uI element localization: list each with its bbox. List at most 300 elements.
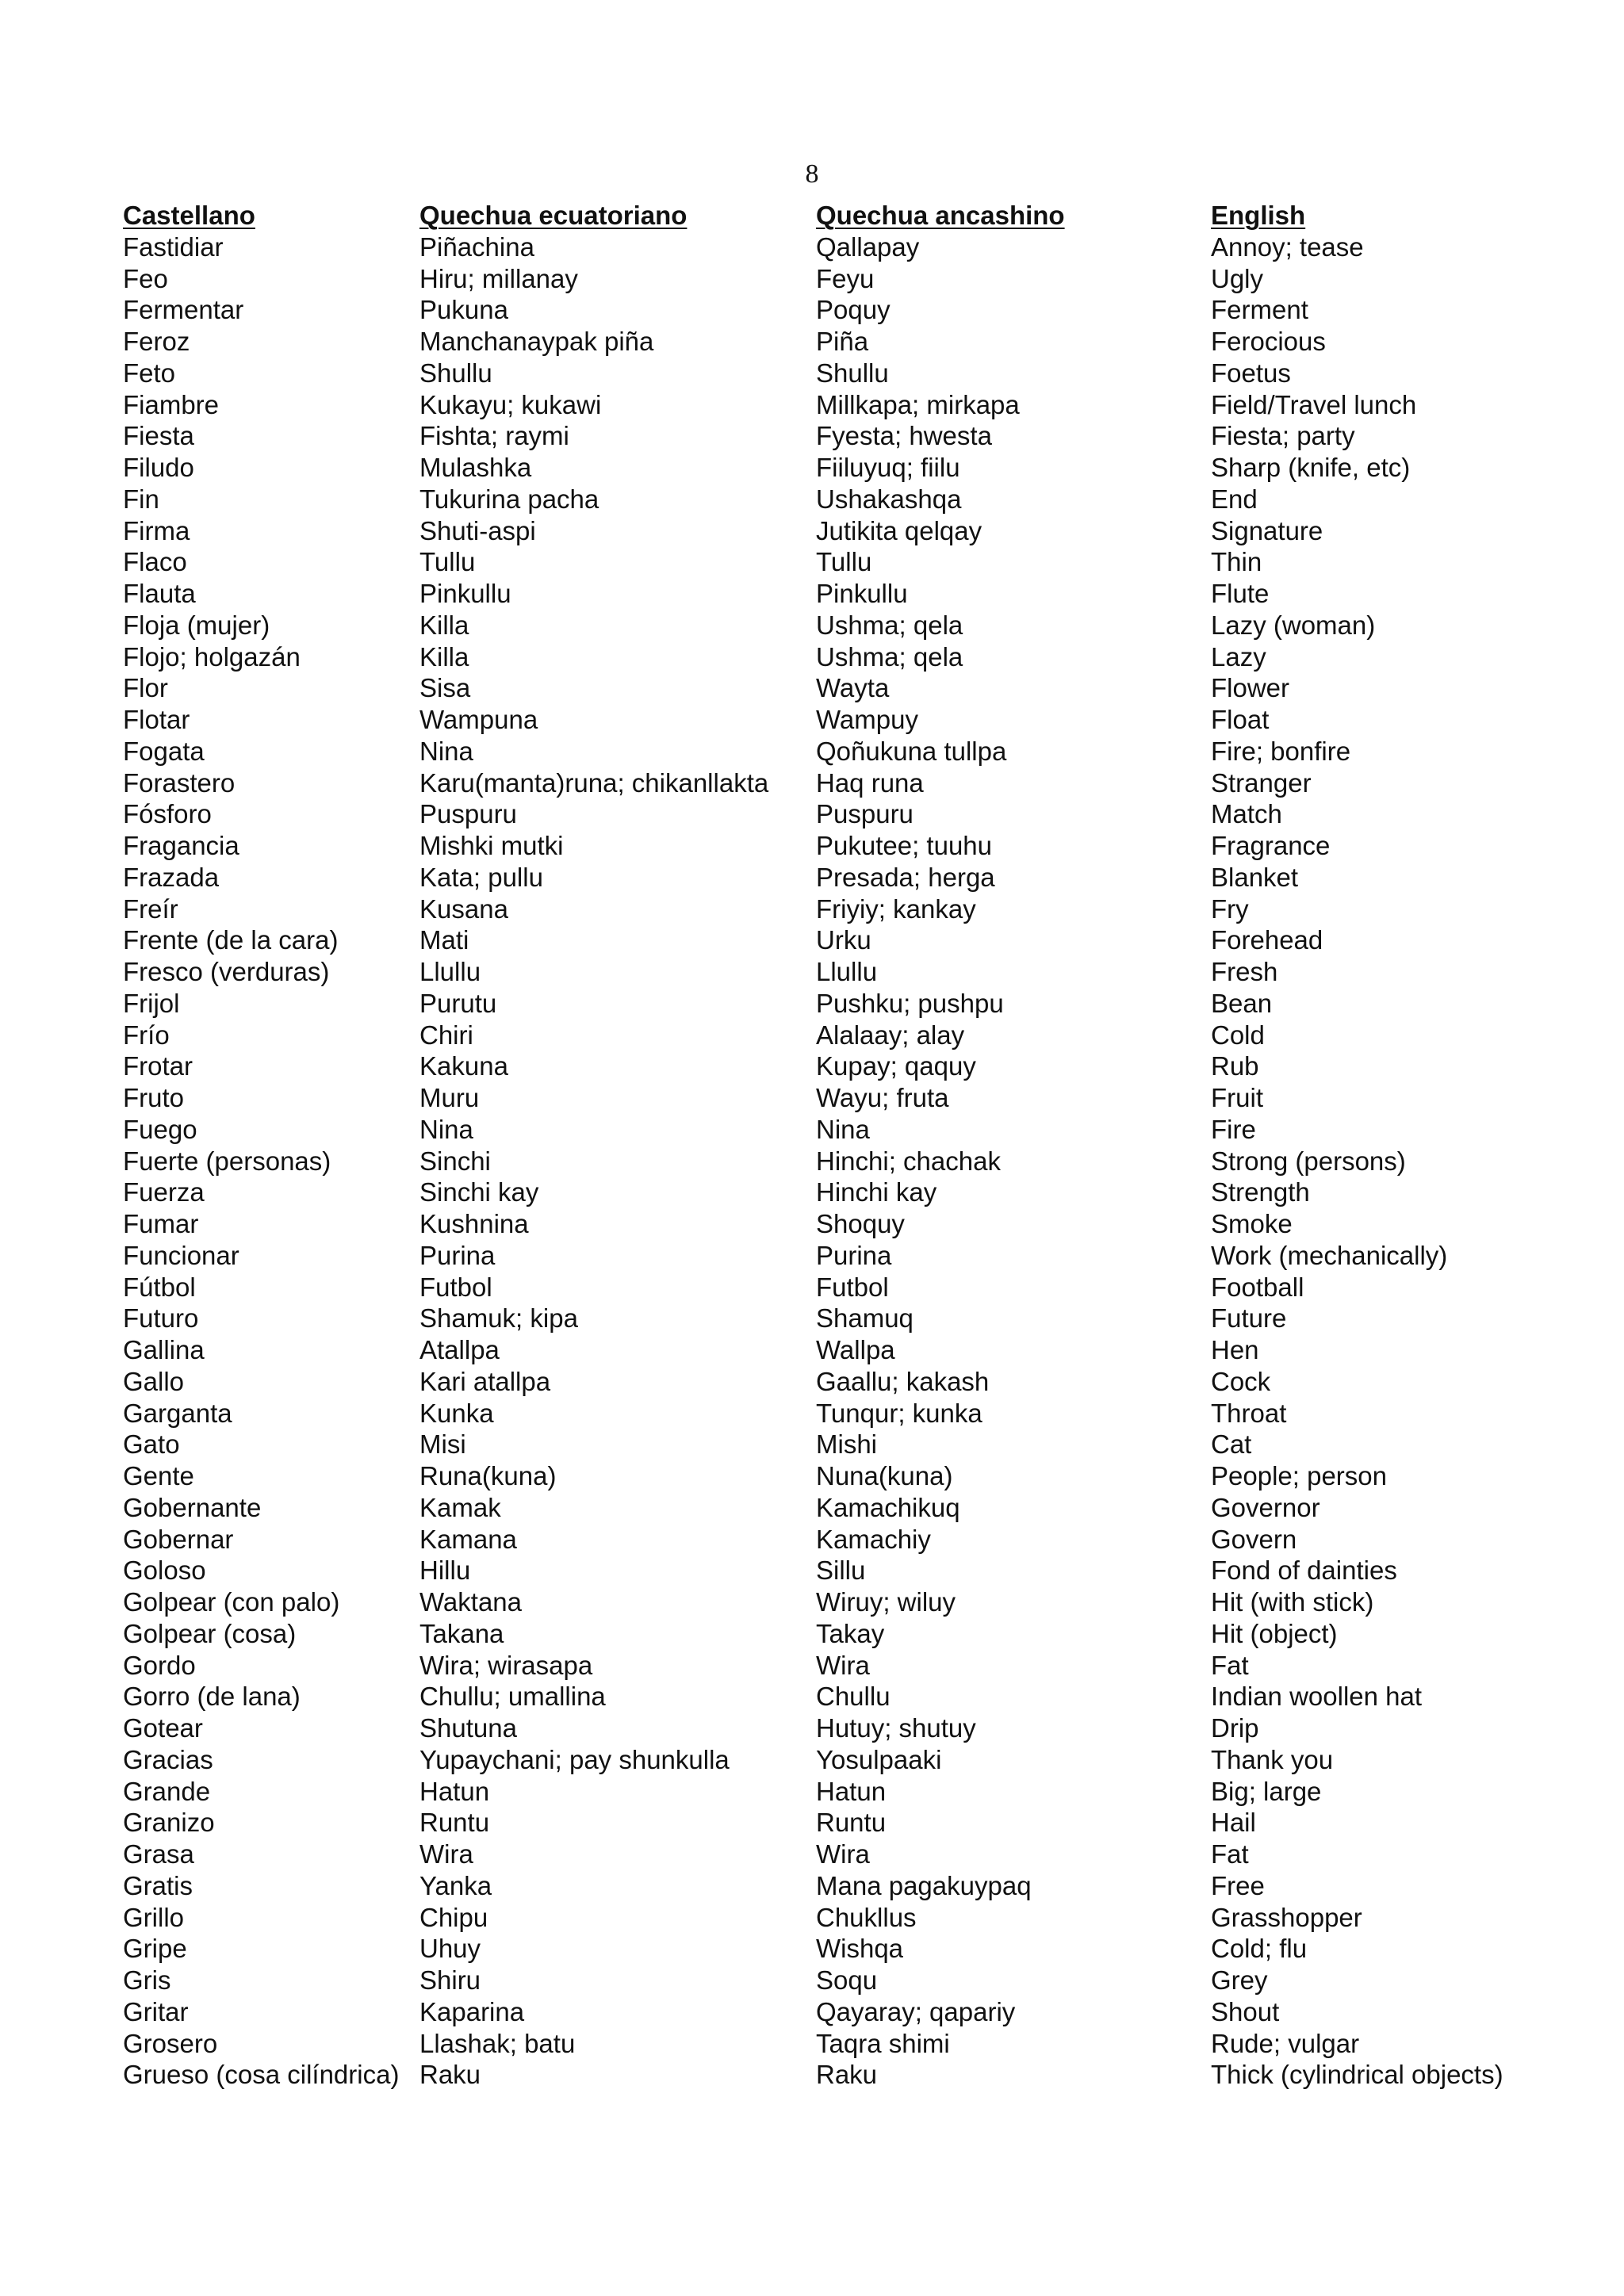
- table-row: [123, 1272, 1614, 1303]
- table-row: [123, 515, 1614, 547]
- cell-english: Bean: [1211, 988, 1273, 1018]
- cell-quechua-ancashino: Mana pagakuypaq: [816, 1870, 1032, 1900]
- cell-castellano: Gracias: [123, 1744, 213, 1774]
- cell-quechua-ecuatoriano: Kushnina: [419, 1209, 529, 1238]
- cell-castellano: Gente: [123, 1461, 194, 1490]
- cell-quechua-ancashino: Wiruy; wiluy: [816, 1587, 956, 1617]
- cell-castellano: Forastero: [123, 767, 236, 798]
- cell-castellano: Frente (de la cara): [123, 925, 339, 955]
- table-row: [123, 956, 1614, 988]
- cell-quechua-ecuatoriano: Atallpa: [419, 1335, 500, 1364]
- cell-quechua-ancashino: Hinchi kay: [816, 1177, 937, 1207]
- cell-quechua-ecuatoriano: Fishta; raymi: [419, 421, 569, 451]
- cell-english: Lazy (woman): [1211, 610, 1376, 640]
- cell-quechua-ancashino: Chullu: [816, 1682, 891, 1712]
- table-row: [123, 1303, 1614, 1334]
- cell-quechua-ecuatoriano: Wira; wirasapa: [419, 1650, 593, 1680]
- header-english: English: [1211, 201, 1306, 230]
- cell-quechua-ancashino: Purina: [816, 1240, 892, 1270]
- cell-castellano: Golpear (con palo): [123, 1587, 340, 1617]
- cell-quechua-ecuatoriano: Kari atallpa: [419, 1366, 551, 1396]
- cell-quechua-ecuatoriano: Piñachina: [419, 232, 534, 262]
- cell-quechua-ecuatoriano: Runtu: [419, 1808, 490, 1838]
- table-row: [123, 1398, 1614, 1429]
- cell-english: Fire: [1211, 1114, 1256, 1144]
- cell-quechua-ancashino: Ushma; qela: [816, 610, 963, 640]
- cell-quechua-ecuatoriano: Uhuy: [419, 1934, 481, 1964]
- table-row: [123, 1996, 1614, 2028]
- cell-castellano: Frotar: [123, 1051, 193, 1081]
- cell-castellano: Fastidiar: [123, 232, 224, 262]
- cell-castellano: Goloso: [123, 1556, 206, 1586]
- cell-quechua-ancashino: Fiiluyuq; fiilu: [816, 453, 960, 482]
- table-row: [123, 1114, 1614, 1146]
- cell-castellano: Gripe: [123, 1934, 187, 1964]
- cell-english: Sharp (knife, etc): [1211, 453, 1411, 482]
- table-row: [123, 1965, 1614, 1996]
- table-row: [123, 1146, 1614, 1177]
- cell-quechua-ecuatoriano: Misi: [419, 1429, 466, 1460]
- cell-castellano: Grueso (cosa cilíndrica): [123, 2060, 400, 2090]
- cell-castellano: Fiesta: [123, 421, 194, 451]
- cell-castellano: Gordo: [123, 1650, 196, 1680]
- cell-quechua-ecuatoriano: Yanka: [419, 1870, 492, 1900]
- cell-quechua-ecuatoriano: Killa: [419, 641, 469, 672]
- table-row: [123, 1208, 1614, 1240]
- cell-quechua-ancashino: Wallpa: [816, 1335, 895, 1364]
- cell-castellano: Fogata: [123, 736, 205, 766]
- cell-quechua-ancashino: Shamuq: [816, 1303, 914, 1334]
- cell-quechua-ancashino: Tullu: [816, 547, 872, 577]
- cell-castellano: Fruto: [123, 1083, 185, 1112]
- table-row: [123, 1807, 1614, 1839]
- cell-quechua-ancashino: Urku: [816, 925, 871, 955]
- cell-english: Thick (cylindrical objects): [1211, 2060, 1503, 2090]
- table-row: [123, 1082, 1614, 1114]
- table-row: [123, 767, 1614, 799]
- cell-castellano: Flojo; holgazán: [123, 641, 301, 672]
- cell-castellano: Granizo: [123, 1808, 215, 1838]
- table-row: [123, 1839, 1614, 1870]
- table-row: [123, 1618, 1614, 1650]
- cell-castellano: Flauta: [123, 579, 196, 608]
- cell-castellano: Fumar: [123, 1209, 199, 1238]
- table-row: [123, 1460, 1614, 1492]
- cell-english: Lazy: [1211, 641, 1266, 672]
- cell-quechua-ancashino: Pushku; pushpu: [816, 988, 1004, 1018]
- cell-quechua-ancashino: Sillu: [816, 1556, 866, 1586]
- table-header-row: [123, 200, 1614, 232]
- cell-english: Strength: [1211, 1177, 1310, 1207]
- cell-quechua-ecuatoriano: Kamana: [419, 1524, 517, 1554]
- cell-quechua-ecuatoriano: Hillu: [419, 1556, 471, 1586]
- cell-english: Cold; flu: [1211, 1934, 1308, 1964]
- cell-quechua-ecuatoriano: Runa(kuna): [419, 1461, 557, 1490]
- cell-quechua-ancashino: Hutuy; shutuy: [816, 1713, 976, 1743]
- cell-castellano: Fuerte (personas): [123, 1146, 331, 1176]
- cell-castellano: Gobernar: [123, 1524, 234, 1554]
- cell-english: Strong (persons): [1211, 1146, 1406, 1176]
- cell-castellano: Gratis: [123, 1870, 193, 1900]
- cell-english: Thank you: [1211, 1744, 1334, 1774]
- table-row: [123, 736, 1614, 767]
- table-row: [123, 610, 1614, 641]
- cell-quechua-ancashino: Qayaray; qapariy: [816, 1996, 1016, 2026]
- table-row: [123, 546, 1614, 578]
- table-row: [123, 389, 1614, 421]
- cell-quechua-ecuatoriano: Kukayu; kukawi: [419, 389, 602, 419]
- cell-quechua-ancashino: Kamachikuq: [816, 1492, 960, 1522]
- cell-english: Fond of dainties: [1211, 1556, 1397, 1586]
- cell-quechua-ancashino: Shoquy: [816, 1209, 905, 1238]
- cell-quechua-ecuatoriano: Shiru: [419, 1965, 481, 1995]
- cell-castellano: Gorro (de lana): [123, 1682, 301, 1712]
- cell-quechua-ecuatoriano: Mishki mutki: [419, 831, 564, 860]
- table-row: [123, 1776, 1614, 1808]
- cell-english: Rub: [1211, 1051, 1259, 1081]
- cell-english: Cold: [1211, 1020, 1265, 1050]
- cell-quechua-ancashino: Wampuy: [816, 705, 918, 734]
- cell-english: Annoy; tease: [1211, 232, 1364, 262]
- cell-castellano: Grillo: [123, 1902, 185, 1932]
- cell-quechua-ecuatoriano: Futbol: [419, 1272, 492, 1302]
- cell-english: Fiesta; party: [1211, 421, 1355, 451]
- table-body: [123, 232, 1614, 2091]
- cell-castellano: Gallo: [123, 1366, 185, 1396]
- cell-english: Match: [1211, 799, 1282, 829]
- cell-english: Work (mechanically): [1211, 1240, 1448, 1270]
- table-row: [123, 1870, 1614, 1902]
- cell-quechua-ancashino: Futbol: [816, 1272, 889, 1302]
- cell-english: Signature: [1211, 515, 1323, 545]
- cell-quechua-ancashino: Haq runa: [816, 767, 924, 798]
- cell-quechua-ancashino: Ushma; qela: [816, 641, 963, 672]
- table-row: [123, 830, 1614, 862]
- cell-quechua-ancashino: Wayu; fruta: [816, 1083, 949, 1112]
- cell-quechua-ecuatoriano: Pinkullu: [419, 579, 511, 608]
- cell-quechua-ancashino: Millkapa; mirkapa: [816, 389, 1020, 419]
- cell-english: Grey: [1211, 1965, 1268, 1995]
- cell-quechua-ecuatoriano: Yupaychani; pay shunkulla: [419, 1744, 730, 1774]
- cell-castellano: Gris: [123, 1965, 171, 1995]
- table-row: [123, 1524, 1614, 1556]
- table-row: [123, 578, 1614, 610]
- cell-english: Hail: [1211, 1808, 1256, 1838]
- header-quechua-ancashino: Quechua ancashino: [816, 201, 1065, 230]
- cell-quechua-ecuatoriano: Karu(manta)runa; chikanllakta: [419, 767, 769, 798]
- cell-quechua-ancashino: Jutikita qelqay: [816, 515, 982, 545]
- cell-quechua-ancashino: Runtu: [816, 1808, 887, 1838]
- cell-quechua-ecuatoriano: Chiri: [419, 1020, 473, 1050]
- cell-quechua-ancashino: Hinchi; chachak: [816, 1146, 1001, 1176]
- cell-english: Hit (with stick): [1211, 1587, 1374, 1617]
- cell-castellano: Gritar: [123, 1996, 189, 2026]
- cell-castellano: Frío: [123, 1020, 170, 1050]
- cell-castellano: Floja (mujer): [123, 610, 270, 640]
- table-row: [123, 1240, 1614, 1272]
- table-row: [123, 1429, 1614, 1460]
- table-row: [123, 672, 1614, 704]
- cell-quechua-ancashino: Llullu: [816, 957, 878, 986]
- cell-quechua-ecuatoriano: Mulashka: [419, 453, 532, 482]
- cell-quechua-ecuatoriano: Llullu: [419, 957, 481, 986]
- cell-quechua-ancashino: Piña: [816, 327, 869, 356]
- cell-castellano: Gotear: [123, 1713, 203, 1743]
- cell-english: Indian woollen hat: [1211, 1682, 1423, 1712]
- cell-castellano: Gato: [123, 1429, 180, 1460]
- table-row: [123, 484, 1614, 515]
- table-row: [123, 988, 1614, 1020]
- table-row: [123, 1933, 1614, 1965]
- cell-english: Stranger: [1211, 767, 1312, 798]
- table-row: [123, 263, 1614, 295]
- table-row: [123, 1050, 1614, 1082]
- cell-castellano: Fresco (verduras): [123, 957, 330, 986]
- cell-english: Drip: [1211, 1713, 1259, 1743]
- cell-quechua-ecuatoriano: Shullu: [419, 358, 492, 388]
- table-row: [123, 294, 1614, 326]
- cell-castellano: Golpear (cosa): [123, 1618, 297, 1648]
- cell-quechua-ancashino: Qoñukuna tullpa: [816, 736, 1007, 766]
- cell-english: Ugly: [1211, 263, 1264, 293]
- cell-quechua-ancashino: Qallapay: [816, 232, 920, 262]
- cell-castellano: Feroz: [123, 327, 190, 356]
- table-row: [123, 641, 1614, 673]
- cell-quechua-ancashino: Shullu: [816, 358, 889, 388]
- cell-quechua-ecuatoriano: Llashak; batu: [419, 2028, 576, 2058]
- cell-quechua-ecuatoriano: Kata; pullu: [419, 862, 543, 892]
- cell-quechua-ecuatoriano: Killa: [419, 610, 469, 640]
- table-row: [123, 452, 1614, 484]
- table-row: [123, 1366, 1614, 1398]
- cell-castellano: Feo: [123, 263, 168, 293]
- cell-castellano: Flor: [123, 673, 168, 703]
- table-row: [123, 1712, 1614, 1744]
- cell-quechua-ecuatoriano: Chullu; umallina: [419, 1682, 606, 1712]
- table-row: [123, 1586, 1614, 1618]
- cell-english: Float: [1211, 705, 1270, 734]
- cell-english: Field/Travel lunch: [1211, 389, 1417, 419]
- cell-english: Hen: [1211, 1335, 1259, 1364]
- cell-quechua-ecuatoriano: Kamak: [419, 1492, 501, 1522]
- cell-quechua-ecuatoriano: Sinchi: [419, 1146, 491, 1176]
- cell-castellano: Firma: [123, 515, 190, 545]
- cell-quechua-ecuatoriano: Waktana: [419, 1587, 523, 1617]
- cell-quechua-ecuatoriano: Shutuna: [419, 1713, 517, 1743]
- table-row: [123, 1681, 1614, 1712]
- cell-quechua-ecuatoriano: Manchanaypak piña: [419, 327, 654, 356]
- cell-english: Big; large: [1211, 1776, 1322, 1806]
- table-row: [123, 1177, 1614, 1208]
- cell-quechua-ecuatoriano: Raku: [419, 2060, 481, 2090]
- table-row: [123, 326, 1614, 358]
- cell-quechua-ancashino: Friyiy; kankay: [816, 894, 976, 924]
- cell-quechua-ancashino: Kamachiy: [816, 1524, 931, 1554]
- cell-english: Fragrance: [1211, 831, 1331, 860]
- cell-quechua-ecuatoriano: Chipu: [419, 1902, 488, 1932]
- cell-english: Ferocious: [1211, 327, 1326, 356]
- cell-english: Fat: [1211, 1839, 1249, 1869]
- cell-castellano: Filudo: [123, 453, 194, 482]
- cell-quechua-ancashino: Feyu: [816, 263, 875, 293]
- cell-english: Fire; bonfire: [1211, 736, 1351, 766]
- cell-castellano: Grasa: [123, 1839, 194, 1869]
- table-row: [123, 798, 1614, 830]
- cell-quechua-ancashino: Taqra shimi: [816, 2028, 950, 2058]
- cell-quechua-ecuatoriano: Pukuna: [419, 295, 508, 325]
- cell-quechua-ancashino: Nuna(kuna): [816, 1461, 953, 1490]
- cell-castellano: Fiambre: [123, 389, 220, 419]
- table-row: [123, 894, 1614, 925]
- cell-quechua-ecuatoriano: Shamuk; kipa: [419, 1303, 578, 1334]
- cell-english: Flower: [1211, 673, 1290, 703]
- cell-quechua-ecuatoriano: Kaparina: [419, 1996, 525, 2026]
- cell-english: End: [1211, 484, 1258, 514]
- cell-english: Grasshopper: [1211, 1902, 1362, 1932]
- cell-quechua-ancashino: Mishi: [816, 1429, 878, 1460]
- cell-quechua-ecuatoriano: Puspuru: [419, 799, 517, 829]
- table-row: [123, 1492, 1614, 1524]
- cell-quechua-ancashino: Pukutee; tuuhu: [816, 831, 993, 860]
- cell-quechua-ancashino: Poquy: [816, 295, 891, 325]
- cell-quechua-ancashino: Wira: [816, 1650, 870, 1680]
- cell-quechua-ecuatoriano: Wira: [419, 1839, 473, 1869]
- cell-english: Future: [1211, 1303, 1287, 1334]
- table-row: [123, 924, 1614, 956]
- cell-castellano: Grosero: [123, 2028, 218, 2058]
- cell-quechua-ecuatoriano: Kakuna: [419, 1051, 508, 1081]
- cell-castellano: Feto: [123, 358, 176, 388]
- cell-quechua-ancashino: Presada; herga: [816, 862, 995, 892]
- cell-quechua-ecuatoriano: Muru: [419, 1083, 480, 1112]
- cell-quechua-ecuatoriano: Hatun: [419, 1776, 490, 1806]
- cell-quechua-ancashino: Yosulpaaki: [816, 1744, 942, 1774]
- cell-english: Hit (object): [1211, 1618, 1338, 1648]
- cell-quechua-ancashino: Wishqa: [816, 1934, 904, 1964]
- cell-quechua-ancashino: Nina: [816, 1114, 870, 1144]
- table-row: [123, 358, 1614, 389]
- cell-quechua-ancashino: Puspuru: [816, 799, 914, 829]
- cell-quechua-ecuatoriano: Tullu: [419, 547, 476, 577]
- cell-quechua-ancashino: Wira: [816, 1839, 870, 1869]
- cell-castellano: Fragancia: [123, 831, 239, 860]
- cell-quechua-ecuatoriano: Sisa: [419, 673, 471, 703]
- cell-english: Forehead: [1211, 925, 1323, 955]
- cell-quechua-ancashino: Pinkullu: [816, 579, 908, 608]
- cell-quechua-ecuatoriano: Sinchi kay: [419, 1177, 539, 1207]
- cell-quechua-ancashino: Chukllus: [816, 1902, 917, 1932]
- cell-english: Smoke: [1211, 1209, 1293, 1238]
- cell-english: Ferment: [1211, 295, 1308, 325]
- table-row: [123, 1334, 1614, 1366]
- cell-english: Cock: [1211, 1366, 1271, 1396]
- cell-quechua-ecuatoriano: Nina: [419, 736, 473, 766]
- cell-quechua-ancashino: Ushakashqa: [816, 484, 962, 514]
- cell-quechua-ancashino: Fyesta; hwesta: [816, 421, 992, 451]
- cell-english: Throat: [1211, 1398, 1287, 1428]
- cell-castellano: Funcionar: [123, 1240, 239, 1270]
- cell-quechua-ancashino: Kupay; qaquy: [816, 1051, 976, 1081]
- cell-english: Fresh: [1211, 957, 1278, 986]
- cell-quechua-ecuatoriano: Shuti-aspi: [419, 515, 536, 545]
- cell-english: Shout: [1211, 1996, 1280, 2026]
- cell-castellano: Freír: [123, 894, 178, 924]
- table-row: [123, 704, 1614, 736]
- table-row: [123, 1902, 1614, 1934]
- cell-quechua-ecuatoriano: Wampuna: [419, 705, 538, 734]
- cell-english: Cat: [1211, 1429, 1252, 1460]
- cell-castellano: Garganta: [123, 1398, 232, 1428]
- cell-quechua-ancashino: Alalaay; alay: [816, 1020, 965, 1050]
- cell-english: People; person: [1211, 1461, 1387, 1490]
- cell-castellano: Grande: [123, 1776, 211, 1806]
- cell-quechua-ancashino: Takay: [816, 1618, 885, 1648]
- cell-castellano: Flotar: [123, 705, 190, 734]
- cell-quechua-ecuatoriano: Purutu: [419, 988, 497, 1018]
- cell-english: Football: [1211, 1272, 1304, 1302]
- cell-quechua-ancashino: Tunqur; kunka: [816, 1398, 982, 1428]
- cell-quechua-ecuatoriano: Takana: [419, 1618, 504, 1648]
- cell-castellano: Flaco: [123, 547, 187, 577]
- cell-english: Fruit: [1211, 1083, 1263, 1112]
- table-row: [123, 420, 1614, 452]
- cell-english: Governor: [1211, 1492, 1320, 1522]
- cell-castellano: Fermentar: [123, 295, 244, 325]
- cell-quechua-ancashino: Soqu: [816, 1965, 878, 1995]
- table-row: [123, 232, 1614, 263]
- header-quechua-ecuatoriano: Quechua ecuatoriano: [419, 201, 688, 230]
- cell-english: Govern: [1211, 1524, 1297, 1554]
- vocabulary-table: [123, 200, 1614, 2091]
- cell-castellano: Fósforo: [123, 799, 212, 829]
- table-row: [123, 862, 1614, 894]
- cell-castellano: Fútbol: [123, 1272, 196, 1302]
- table-row: [123, 1020, 1614, 1051]
- cell-quechua-ecuatoriano: Purina: [419, 1240, 496, 1270]
- cell-english: Fat: [1211, 1650, 1249, 1680]
- cell-english: Blanket: [1211, 862, 1299, 892]
- cell-english: Rude; vulgar: [1211, 2028, 1360, 2058]
- header-castellano: Castellano: [123, 201, 255, 230]
- cell-english: Foetus: [1211, 358, 1291, 388]
- cell-quechua-ecuatoriano: Tukurina pacha: [419, 484, 599, 514]
- cell-quechua-ecuatoriano: Mati: [419, 925, 469, 955]
- table-row: [123, 1744, 1614, 1776]
- table-row: [123, 1650, 1614, 1682]
- cell-english: Free: [1211, 1870, 1265, 1900]
- table-row: [123, 1555, 1614, 1586]
- cell-quechua-ecuatoriano: Nina: [419, 1114, 473, 1144]
- cell-quechua-ancashino: Gaallu; kakash: [816, 1366, 990, 1396]
- cell-castellano: Fin: [123, 484, 159, 514]
- cell-castellano: Fuerza: [123, 1177, 205, 1207]
- cell-quechua-ancashino: Wayta: [816, 673, 890, 703]
- cell-castellano: Frazada: [123, 862, 220, 892]
- cell-quechua-ancashino: Hatun: [816, 1776, 887, 1806]
- cell-castellano: Frijol: [123, 988, 180, 1018]
- cell-castellano: Futuro: [123, 1303, 199, 1334]
- cell-quechua-ecuatoriano: Hiru; millanay: [419, 263, 578, 293]
- cell-english: Thin: [1211, 547, 1262, 577]
- cell-castellano: Fuego: [123, 1114, 197, 1144]
- cell-quechua-ancashino: Raku: [816, 2060, 878, 2090]
- page-number: 8: [805, 159, 819, 189]
- cell-castellano: Gallina: [123, 1335, 205, 1364]
- table-row: [123, 2028, 1614, 2060]
- cell-castellano: Gobernante: [123, 1492, 262, 1522]
- cell-english: Fry: [1211, 894, 1249, 924]
- cell-quechua-ecuatoriano: Kunka: [419, 1398, 494, 1428]
